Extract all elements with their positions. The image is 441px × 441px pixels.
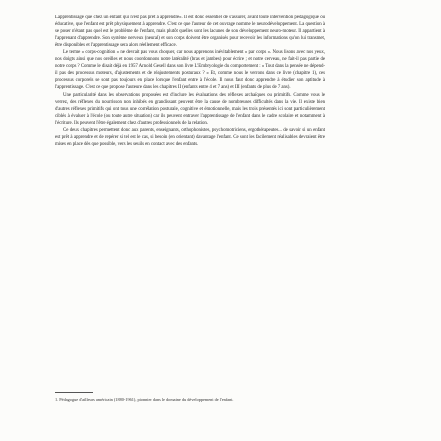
body-text	[55, 14, 325, 148]
paragraph: Une particularité dans les observations proposées est d'inclure les évaluations des réflexes archaïques ou primitifs. Comme vous le verrez, des réflexes du nourrisson non inhibés en grandissant peuvent être la cause de nombreuses difficultés dans la vie. Il existe bien d'autres réflexes primitifs qui ont tous une corrélation posturale, cognitive et émotionnelle, mais les trois présentés ici sont particulièrement ciblés à évaluer à l'école (ou toute autre situation) car ils peuvent entraver l'apprentissage de l'enfant dans le cadre scolaire et notamment à l'écriture. Ils peuvent l'être également chez d'autres professionnels de la relation.	[55, 92, 325, 126]
paragraph: Le terme « corps-cognition » ne devrait pas vous choquer, car nous apprenons inévitablement « par corps ». Nous lisons avec nos yeux, nos doigts ainsi que nos oreilles et nous coordonnons notre latéralité (bras et jambes) pour écrire ; et notre cerveau, ne fait-il pas partie de notre corps ? Comme le disait déjà en 1957 Arnold Gesell dans son livre L'Embryologie du comportement : « Tout dans la pensée ne dépend-il pas des processus moteurs, d'ajustements et de réajustements posturaux ? » Et, comme nous le verrons dans ce livre (chapitre 1), ces processus corporels se sont pas toujours en place lorsque l'enfant entre à l'école. Il nous faut donc apprendre à étudier son aptitude à l'apprentissage. C'est ce que propose l'auteure dans les chapitres II (enfants entre 4 et 7 ans) et III (enfants de plus de 7 ans).	[55, 50, 325, 91]
paragraph: Ce deux chapitres permettent donc aux parents, enseignants, orthophonistes, psychomotriciens, ergothérapeutes... de savoir si un enfant est prêt à apprendre et de repérer si tel est le cas, si besoin (en orientant) davantage l'enfant. Ce sont les facilement réalisables devraient être mises en place dès que possible, vers les seuils en contact avec des enfants.	[55, 127, 325, 147]
footnote: 1. Pédagogue d'ailleurs américain (1880-1961), pionnier dans le domaine du développement de l'enfant.	[55, 397, 234, 402]
paragraph: Lapprentissage que chez un enfant qui n'est pas prêt à apprendre». Il est donc essentiel de s'assurer, avant toute intervention pédagogique ou éducative, que l'enfant est prêt physiquement à apprendre. C'est ce que l'auteur de cet ouvrage nomme le neurodéveloppement. La question à se poser n'étant pas quel est le problème de l'enfant, mais plutôt quelles sont les lacunes de son développement neuro-moteur. Il appartient à l'apprenant d'apprendre. Son système nerveux (neural) et son corps doivent être organisés pour recevoir les informations qu'on lui transmet, être disponibles et l'apprentissage sera alors réellement efficace.	[55, 15, 325, 49]
footnote-separator	[55, 392, 93, 393]
